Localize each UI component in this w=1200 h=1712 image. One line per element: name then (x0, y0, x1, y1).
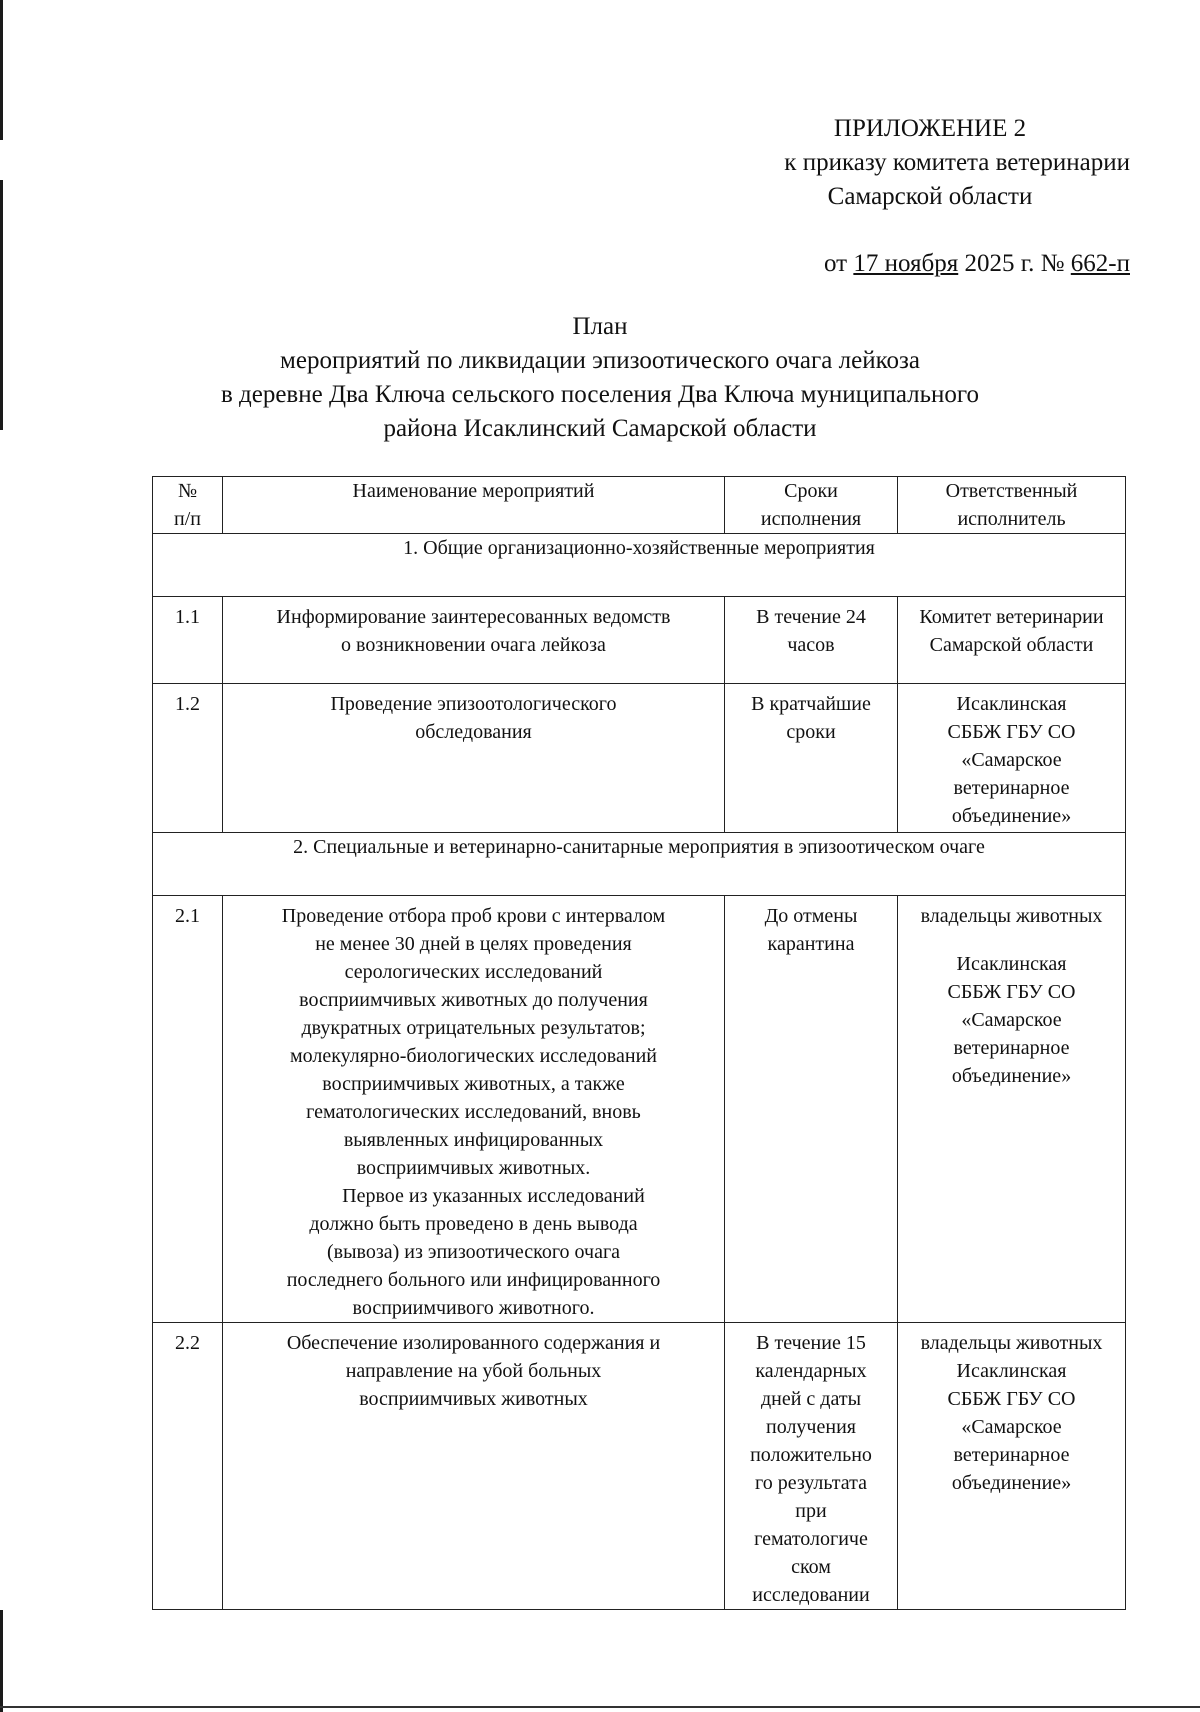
row-name-line: восприимчивых животных, а также (322, 1073, 625, 1095)
row-responsible-line: ветеринарное (953, 777, 1070, 799)
row-terms (725, 1323, 898, 1610)
row-name-line: о возникновении очага лейкоза (341, 634, 606, 656)
row-name-line: восприимчивых животных (359, 1388, 588, 1410)
scan-edge-bottom (0, 1706, 1200, 1708)
row-name-line: восприимчивых животных до получения (299, 989, 648, 1011)
row-name-line: двукратных отрицательных результатов; (301, 1017, 646, 1039)
row-name-line: восприимчивого животного. (352, 1297, 595, 1319)
row-terms-line: гематологиче (754, 1528, 868, 1550)
row-responsible-line: Комитет ветеринарии (919, 606, 1104, 628)
appendix-header (690, 112, 1130, 214)
header-num (153, 477, 223, 534)
row-name-line: не менее 30 дней в целях проведения (315, 933, 632, 955)
row-responsible (898, 896, 1126, 1323)
plan-title (0, 310, 1200, 446)
table-row (153, 597, 1126, 684)
row-responsible (898, 684, 1126, 833)
row-responsible-line: владельцы животных (920, 1332, 1103, 1354)
appendix-region: Самарской области (827, 183, 1033, 210)
row-name-line: молекулярно-биологических исследований (290, 1045, 657, 1067)
row-num: 1.1 (153, 597, 223, 684)
row-responsible-line: Исаклинская (956, 693, 1067, 715)
header-terms-line1: Сроки (784, 480, 838, 502)
row-responsible-line: объединение» (951, 1472, 1072, 1494)
row-responsible (898, 1323, 1126, 1610)
header-num-line2: п/п (174, 508, 201, 530)
plan-title-word: План (572, 313, 628, 340)
header-responsible-line1: Ответственный (945, 480, 1078, 502)
row-terms-line: сроки (786, 721, 836, 743)
row-num: 1.2 (153, 684, 223, 833)
row-terms-line: получения (766, 1416, 856, 1438)
row-terms-line: календарных (755, 1360, 867, 1382)
scan-edge-left (0, 0, 3, 1712)
table-header-row (153, 477, 1126, 534)
row-responsible-line: ветеринарное (953, 1037, 1070, 1059)
plan-title-line2: в деревне Два Ключа сельского поселения Два Ключа муниципального (220, 381, 980, 408)
order-date-line (824, 247, 1130, 281)
header-responsible-line2: исполнитель (957, 508, 1066, 530)
section-title-2: 2. Специальные и ветеринарно-санитарные мероприятия в эпизоотическом очаге (153, 833, 1126, 896)
table-row (153, 1323, 1126, 1610)
order-prefix: от (824, 250, 848, 277)
row-responsible-line: «Самарское (961, 749, 1062, 771)
row-terms-line: В течение 24 (756, 606, 866, 628)
row-responsible-line: СББЖ ГБУ СО (947, 1388, 1076, 1410)
row-terms-line: часов (787, 634, 835, 656)
row-name-line: Первое из указанных исследований (342, 1185, 645, 1207)
row-terms-line: карантина (767, 933, 855, 955)
row-terms-line: положительно (750, 1444, 872, 1466)
appendix-order-ref: к приказу комитета ветеринарии (784, 149, 1130, 176)
row-responsible-line: СББЖ ГБУ СО (947, 981, 1076, 1003)
row-terms-line: ском (791, 1556, 831, 1578)
row-terms-line: До отмены (764, 905, 858, 927)
header-terms-line2: исполнения (760, 508, 862, 530)
row-responsible-line: СББЖ ГБУ СО (947, 721, 1076, 743)
header-name: Наименование мероприятий (223, 477, 725, 534)
row-terms-line: исследовании (752, 1584, 870, 1606)
row-terms (725, 684, 898, 833)
appendix-label: ПРИЛОЖЕНИЕ 2 (833, 115, 1027, 142)
row-name (223, 597, 725, 684)
row-name (223, 1323, 725, 1610)
order-year: 2025 г. № (964, 250, 1065, 277)
table-row (153, 896, 1126, 1323)
row-name-line: (вывоза) из эпизоотического очага (326, 1241, 621, 1263)
row-num: 2.1 (153, 896, 223, 1323)
row-name-line: последнего больного или инфицированного (286, 1269, 661, 1291)
row-name (223, 896, 725, 1323)
row-name-line: обследования (415, 721, 532, 743)
row-responsible-spacer (902, 930, 1121, 950)
row-name-line: направление на убой больных (345, 1360, 602, 1382)
order-number: 662-п (1070, 250, 1130, 277)
header-responsible (898, 477, 1126, 534)
row-name-line: восприимчивых животных. (356, 1157, 591, 1179)
section-row-1 (153, 534, 1126, 597)
plan-title-line1: мероприятий по ликвидации эпизоотического очага лейкоза (280, 347, 920, 374)
row-name-line: выявленных инфицированных (343, 1129, 604, 1151)
row-responsible-line: объединение» (951, 805, 1072, 827)
row-terms-line: В течение 15 (756, 1332, 866, 1354)
row-terms-line: го результата (755, 1472, 867, 1494)
row-name-line: серологических исследований (344, 961, 603, 983)
row-terms-line: при (795, 1500, 827, 1522)
row-responsible-owner: владельцы животных (920, 905, 1103, 927)
row-responsible-line: «Самарское (961, 1009, 1062, 1031)
row-num: 2.2 (153, 1323, 223, 1610)
section-row-2 (153, 833, 1126, 896)
row-name-line: Проведение эпизоотологического (330, 693, 617, 715)
row-name-line: Информирование заинтересованных ведомств (276, 606, 671, 628)
row-responsible-line: Исаклинская (956, 1360, 1067, 1382)
row-name-line: Проведение отбора проб крови с интервалом (281, 905, 666, 927)
row-name-line: должно быть проведено в день вывода (309, 1213, 638, 1235)
row-terms (725, 597, 898, 684)
row-terms-line: В кратчайшие (751, 693, 871, 715)
row-name (223, 684, 725, 833)
row-responsible-line: объединение» (951, 1065, 1072, 1087)
row-responsible-line: ветеринарное (953, 1444, 1070, 1466)
plan-table (152, 476, 1126, 1610)
row-terms-line: дней с даты (760, 1388, 862, 1410)
header-num-line1: № (177, 480, 198, 502)
row-responsible-line: Самарской области (929, 634, 1094, 656)
row-name-line: Обеспечение изолированного содержания и (286, 1332, 661, 1354)
row-responsible-line: «Самарское (961, 1416, 1062, 1438)
row-name-line: гематологических исследований, вновь (306, 1101, 641, 1123)
row-responsible-line: Исаклинская (956, 953, 1067, 975)
section-title-1: 1. Общие организационно-хозяйственные мероприятия (153, 534, 1126, 597)
row-responsible (898, 597, 1126, 684)
plan-title-line3: района Исаклинский Самарской области (383, 415, 817, 442)
header-terms (725, 477, 898, 534)
order-date: 17 ноября (853, 250, 959, 277)
row-terms (725, 896, 898, 1323)
table-row (153, 684, 1126, 833)
